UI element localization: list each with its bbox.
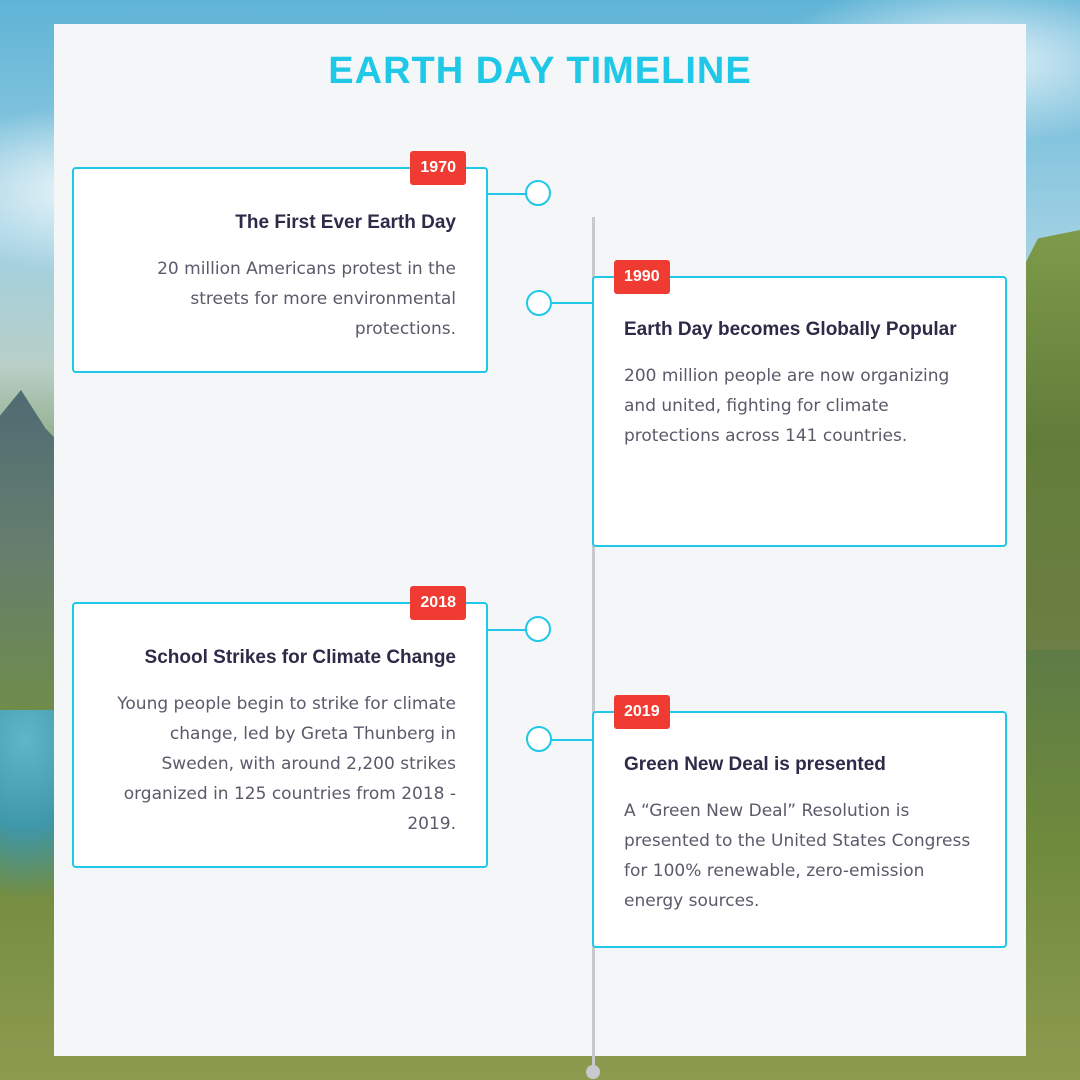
event-card-1990 [592,268,1007,547]
event-heading-2018: School Strikes for Climate Change [144,647,456,668]
event-card-2018 [72,594,488,868]
timeline-node-1970 [525,180,551,206]
year-badge-2018: 2018 [410,586,466,620]
connector-2019 [552,739,594,741]
event-heading-1970: The First Ever Earth Day [235,212,456,233]
page-title: EARTH DAY TIMELINE [328,50,752,92]
timeline-axis-end-dot [586,1065,600,1079]
event-card-1970 [72,159,488,373]
event-body-1970: 20 million Americans protest in the streets for more environmental protections. [157,259,456,339]
event-heading-2019: Green New Deal is presented [624,754,886,775]
event-body-2019: A “Green New Deal” Resolution is presented to the United States Congress for 100% renewable, zero-emission energy sources. [624,801,971,911]
timeline-node-2018 [525,616,551,642]
timeline-node-1990 [526,290,552,316]
year-badge-2019: 2019 [614,695,670,729]
timeline-panel [54,24,1026,1056]
event-body-1990: 200 million people are now organizing and united, fighting for climate protections across 141 countries. [624,366,950,446]
connector-1990 [552,302,594,304]
year-badge-1970: 1970 [410,151,466,185]
event-card-2019 [592,703,1007,948]
event-body-2018: Young people begin to strike for climate change, led by Greta Thunberg in Sweden, with around 2,200 strikes organized in 125 countries from 2018 - 2019. [117,694,456,834]
year-badge-1990: 1990 [614,260,670,294]
event-heading-1990: Earth Day becomes Globally Popular [624,319,957,340]
timeline-node-2019 [526,726,552,752]
